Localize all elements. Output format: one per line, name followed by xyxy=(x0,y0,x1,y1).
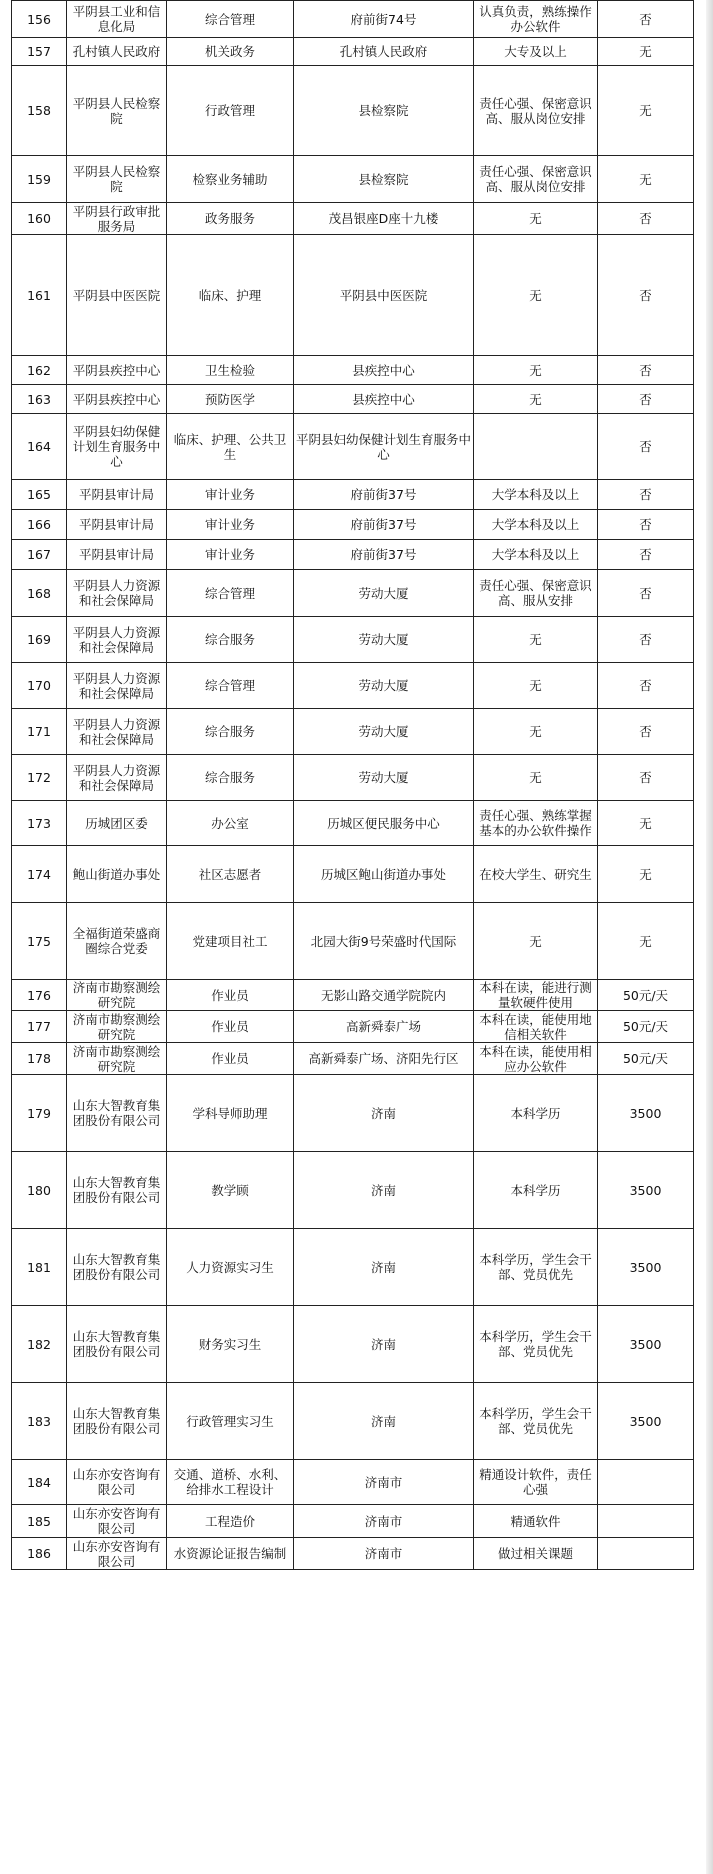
position-cell: 审计业务 xyxy=(167,480,294,510)
location-cell: 济南市 xyxy=(294,1538,474,1570)
requirement-cell: 大专及以上 xyxy=(474,38,598,66)
table-row xyxy=(12,356,694,385)
table-row xyxy=(12,1505,694,1538)
row-number-cell: 186 xyxy=(12,1538,67,1570)
location-cell: 济南 xyxy=(294,1152,474,1229)
organization-cell: 山东大智教育集团股份有限公司 xyxy=(67,1152,167,1229)
row-number-cell: 178 xyxy=(12,1043,67,1075)
table-row xyxy=(12,570,694,617)
table-row xyxy=(12,755,694,801)
organization-cell: 平阴县人力资源和社会保障局 xyxy=(67,709,167,755)
position-cell: 卫生检验 xyxy=(167,356,294,385)
table-row xyxy=(12,663,694,709)
organization-cell: 山东亦安咨询有限公司 xyxy=(67,1538,167,1570)
pay-cell: 否 xyxy=(598,755,694,801)
pay-cell: 否 xyxy=(598,480,694,510)
row-number-cell: 164 xyxy=(12,414,67,480)
row-number-cell: 159 xyxy=(12,156,67,203)
position-cell: 综合管理 xyxy=(167,1,294,38)
row-number-cell: 169 xyxy=(12,617,67,663)
table-row xyxy=(12,846,694,903)
requirement-cell: 无 xyxy=(474,617,598,663)
table-row xyxy=(12,203,694,235)
requirement-cell: 本科在读，能使用地信相关软件 xyxy=(474,1011,598,1043)
table-row xyxy=(12,1460,694,1505)
organization-cell: 山东大智教育集团股份有限公司 xyxy=(67,1075,167,1152)
organization-cell: 孔村镇人民政府 xyxy=(67,38,167,66)
row-number-cell: 168 xyxy=(12,570,67,617)
row-number-cell: 173 xyxy=(12,801,67,846)
position-cell: 学科导师助理 xyxy=(167,1075,294,1152)
position-cell: 水资源论证报告编制 xyxy=(167,1538,294,1570)
pay-cell: 无 xyxy=(598,156,694,203)
row-number-cell: 180 xyxy=(12,1152,67,1229)
pay-cell: 否 xyxy=(598,414,694,480)
table-row xyxy=(12,540,694,570)
organization-cell: 平阴县疾控中心 xyxy=(67,385,167,414)
pay-cell xyxy=(598,1460,694,1505)
organization-cell: 平阴县妇幼保健计划生育服务中心 xyxy=(67,414,167,480)
row-number-cell: 179 xyxy=(12,1075,67,1152)
requirement-cell: 责任心强、保密意识高、服从岗位安排 xyxy=(474,66,598,156)
page-edge-shadow xyxy=(706,0,713,1874)
position-cell: 综合服务 xyxy=(167,755,294,801)
table-row xyxy=(12,1152,694,1229)
row-number-cell: 177 xyxy=(12,1011,67,1043)
location-cell: 县疾控中心 xyxy=(294,356,474,385)
requirement-cell: 本科在读，能使用相应办公软件 xyxy=(474,1043,598,1075)
requirement-cell: 无 xyxy=(474,903,598,980)
location-cell: 济南 xyxy=(294,1306,474,1383)
requirement-cell: 大学本科及以上 xyxy=(474,510,598,540)
requirement-cell: 责任心强、保密意识高、服从安排 xyxy=(474,570,598,617)
organization-cell: 平阴县人民检察院 xyxy=(67,156,167,203)
location-cell: 孔村镇人民政府 xyxy=(294,38,474,66)
location-cell: 历城区鲍山街道办事处 xyxy=(294,846,474,903)
pay-cell: 无 xyxy=(598,38,694,66)
pay-cell: 无 xyxy=(598,846,694,903)
table-row xyxy=(12,1011,694,1043)
table-row xyxy=(12,617,694,663)
location-cell: 高新舜泰广场 xyxy=(294,1011,474,1043)
pay-cell: 否 xyxy=(598,1,694,38)
pay-cell: 50元/天 xyxy=(598,1011,694,1043)
organization-cell: 山东大智教育集团股份有限公司 xyxy=(67,1306,167,1383)
location-cell: 茂昌银座D座十九楼 xyxy=(294,203,474,235)
pay-cell: 否 xyxy=(598,540,694,570)
table-row xyxy=(12,1538,694,1570)
requirement-cell: 责任心强、保密意识高、服从岗位安排 xyxy=(474,156,598,203)
position-cell: 人力资源实习生 xyxy=(167,1229,294,1306)
internship-positions-table xyxy=(11,0,694,1570)
location-cell: 济南 xyxy=(294,1229,474,1306)
organization-cell: 平阴县工业和信息化局 xyxy=(67,1,167,38)
organization-cell: 平阴县审计局 xyxy=(67,540,167,570)
location-cell: 济南市 xyxy=(294,1505,474,1538)
requirement-cell: 大学本科及以上 xyxy=(474,540,598,570)
pay-cell: 3500 xyxy=(598,1229,694,1306)
organization-cell: 平阴县人民检察院 xyxy=(67,66,167,156)
location-cell: 府前街37号 xyxy=(294,540,474,570)
pay-cell: 否 xyxy=(598,617,694,663)
organization-cell: 山东大智教育集团股份有限公司 xyxy=(67,1383,167,1460)
table-row xyxy=(12,235,694,356)
pay-cell: 否 xyxy=(598,709,694,755)
organization-cell: 平阴县审计局 xyxy=(67,480,167,510)
pay-cell: 50元/天 xyxy=(598,1043,694,1075)
table-row xyxy=(12,801,694,846)
organization-cell: 平阴县人力资源和社会保障局 xyxy=(67,570,167,617)
location-cell: 历城区便民服务中心 xyxy=(294,801,474,846)
location-cell: 劳动大厦 xyxy=(294,709,474,755)
position-cell: 临床、护理 xyxy=(167,235,294,356)
row-number-cell: 175 xyxy=(12,903,67,980)
row-number-cell: 158 xyxy=(12,66,67,156)
row-number-cell: 166 xyxy=(12,510,67,540)
row-number-cell: 171 xyxy=(12,709,67,755)
requirement-cell: 无 xyxy=(474,709,598,755)
row-number-cell: 182 xyxy=(12,1306,67,1383)
position-cell: 审计业务 xyxy=(167,540,294,570)
location-cell: 济南 xyxy=(294,1075,474,1152)
location-cell: 劳动大厦 xyxy=(294,663,474,709)
table-row xyxy=(12,1229,694,1306)
position-cell: 财务实习生 xyxy=(167,1306,294,1383)
row-number-cell: 170 xyxy=(12,663,67,709)
pay-cell: 50元/天 xyxy=(598,980,694,1011)
pay-cell: 3500 xyxy=(598,1306,694,1383)
row-number-cell: 162 xyxy=(12,356,67,385)
pay-cell: 3500 xyxy=(598,1152,694,1229)
organization-cell: 山东亦安咨询有限公司 xyxy=(67,1460,167,1505)
table-row xyxy=(12,480,694,510)
requirement-cell: 做过相关课题 xyxy=(474,1538,598,1570)
organization-cell: 济南市勘察测绘研究院 xyxy=(67,1043,167,1075)
row-number-cell: 172 xyxy=(12,755,67,801)
position-cell: 作业员 xyxy=(167,1043,294,1075)
location-cell: 劳动大厦 xyxy=(294,617,474,663)
location-cell: 无影山路交通学院院内 xyxy=(294,980,474,1011)
pay-cell: 否 xyxy=(598,203,694,235)
organization-cell: 平阴县人力资源和社会保障局 xyxy=(67,663,167,709)
table-row xyxy=(12,903,694,980)
requirement-cell: 本科学历，学生会干部、党员优先 xyxy=(474,1306,598,1383)
row-number-cell: 156 xyxy=(12,1,67,38)
position-cell: 政务服务 xyxy=(167,203,294,235)
pay-cell: 3500 xyxy=(598,1383,694,1460)
position-cell: 临床、护理、公共卫生 xyxy=(167,414,294,480)
position-cell: 行政管理实习生 xyxy=(167,1383,294,1460)
location-cell: 济南 xyxy=(294,1383,474,1460)
requirement-cell: 无 xyxy=(474,755,598,801)
requirement-cell: 本科学历，学生会干部、党员优先 xyxy=(474,1229,598,1306)
position-cell: 交通、道桥、水利、给排水工程设计 xyxy=(167,1460,294,1505)
table-row xyxy=(12,980,694,1011)
requirement-cell: 精通设计软件，责任心强 xyxy=(474,1460,598,1505)
requirement-cell xyxy=(474,414,598,480)
position-cell: 教学顾 xyxy=(167,1152,294,1229)
requirement-cell: 精通软件 xyxy=(474,1505,598,1538)
table-row xyxy=(12,1383,694,1460)
pay-cell: 无 xyxy=(598,801,694,846)
table-row xyxy=(12,38,694,66)
position-cell: 作业员 xyxy=(167,980,294,1011)
organization-cell: 平阴县中医医院 xyxy=(67,235,167,356)
organization-cell: 平阴县审计局 xyxy=(67,510,167,540)
row-number-cell: 184 xyxy=(12,1460,67,1505)
position-cell: 综合服务 xyxy=(167,617,294,663)
location-cell: 劳动大厦 xyxy=(294,570,474,617)
row-number-cell: 185 xyxy=(12,1505,67,1538)
location-cell: 县疾控中心 xyxy=(294,385,474,414)
table-row xyxy=(12,510,694,540)
organization-cell: 平阴县疾控中心 xyxy=(67,356,167,385)
requirement-cell: 本科学历 xyxy=(474,1152,598,1229)
row-number-cell: 163 xyxy=(12,385,67,414)
pay-cell xyxy=(598,1538,694,1570)
position-cell: 工程造价 xyxy=(167,1505,294,1538)
position-cell: 检察业务辅助 xyxy=(167,156,294,203)
table-row xyxy=(12,66,694,156)
table-row xyxy=(12,709,694,755)
position-cell: 审计业务 xyxy=(167,510,294,540)
table-row xyxy=(12,1043,694,1075)
row-number-cell: 160 xyxy=(12,203,67,235)
requirement-cell: 在校大学生、研究生 xyxy=(474,846,598,903)
organization-cell: 山东亦安咨询有限公司 xyxy=(67,1505,167,1538)
position-cell: 行政管理 xyxy=(167,66,294,156)
row-number-cell: 174 xyxy=(12,846,67,903)
position-cell: 预防医学 xyxy=(167,385,294,414)
location-cell: 劳动大厦 xyxy=(294,755,474,801)
organization-cell: 历城团区委 xyxy=(67,801,167,846)
organization-cell: 平阴县行政审批服务局 xyxy=(67,203,167,235)
organization-cell: 平阴县人力资源和社会保障局 xyxy=(67,755,167,801)
row-number-cell: 181 xyxy=(12,1229,67,1306)
position-cell: 社区志愿者 xyxy=(167,846,294,903)
pay-cell: 无 xyxy=(598,903,694,980)
organization-cell: 平阴县人力资源和社会保障局 xyxy=(67,617,167,663)
organization-cell: 济南市勘察测绘研究院 xyxy=(67,980,167,1011)
location-cell: 县检察院 xyxy=(294,66,474,156)
location-cell: 府前街74号 xyxy=(294,1,474,38)
location-cell: 济南市 xyxy=(294,1460,474,1505)
position-cell: 综合管理 xyxy=(167,570,294,617)
row-number-cell: 161 xyxy=(12,235,67,356)
requirement-cell: 无 xyxy=(474,385,598,414)
row-number-cell: 167 xyxy=(12,540,67,570)
location-cell: 北园大街9号荣盛时代国际 xyxy=(294,903,474,980)
requirement-cell: 责任心强、熟练掌握基本的办公软件操作 xyxy=(474,801,598,846)
position-cell: 作业员 xyxy=(167,1011,294,1043)
pay-cell: 否 xyxy=(598,356,694,385)
position-cell: 办公室 xyxy=(167,801,294,846)
position-cell: 综合管理 xyxy=(167,663,294,709)
location-cell: 平阴县中医医院 xyxy=(294,235,474,356)
table-row xyxy=(12,385,694,414)
table-row xyxy=(12,1,694,38)
location-cell: 高新舜泰广场、济阳先行区 xyxy=(294,1043,474,1075)
pay-cell: 无 xyxy=(598,66,694,156)
organization-cell: 济南市勘察测绘研究院 xyxy=(67,1011,167,1043)
requirement-cell: 本科学历，学生会干部、党员优先 xyxy=(474,1383,598,1460)
organization-cell: 山东大智教育集团股份有限公司 xyxy=(67,1229,167,1306)
row-number-cell: 157 xyxy=(12,38,67,66)
table-row xyxy=(12,1075,694,1152)
position-cell: 党建项目社工 xyxy=(167,903,294,980)
location-cell: 平阴县妇幼保健计划生育服务中心 xyxy=(294,414,474,480)
table-row xyxy=(12,414,694,480)
pay-cell: 3500 xyxy=(598,1075,694,1152)
requirement-cell: 无 xyxy=(474,203,598,235)
requirement-cell: 本科学历 xyxy=(474,1075,598,1152)
row-number-cell: 165 xyxy=(12,480,67,510)
organization-cell: 全福街道荣盛商圈综合党委 xyxy=(67,903,167,980)
pay-cell: 否 xyxy=(598,235,694,356)
requirement-cell: 无 xyxy=(474,663,598,709)
row-number-cell: 176 xyxy=(12,980,67,1011)
requirement-cell: 本科在读，能进行测量软硬件使用 xyxy=(474,980,598,1011)
location-cell: 县检察院 xyxy=(294,156,474,203)
location-cell: 府前街37号 xyxy=(294,510,474,540)
table-row xyxy=(12,156,694,203)
location-cell: 府前街37号 xyxy=(294,480,474,510)
pay-cell: 否 xyxy=(598,510,694,540)
organization-cell: 鲍山街道办事处 xyxy=(67,846,167,903)
pay-cell: 否 xyxy=(598,570,694,617)
row-number-cell: 183 xyxy=(12,1383,67,1460)
pay-cell: 否 xyxy=(598,385,694,414)
requirement-cell: 无 xyxy=(474,235,598,356)
table-body xyxy=(12,1,694,1570)
requirement-cell: 无 xyxy=(474,356,598,385)
requirement-cell: 认真负责，熟练操作办公软件 xyxy=(474,1,598,38)
position-cell: 综合服务 xyxy=(167,709,294,755)
table-row xyxy=(12,1306,694,1383)
pay-cell: 否 xyxy=(598,663,694,709)
position-cell: 机关政务 xyxy=(167,38,294,66)
pay-cell xyxy=(598,1505,694,1538)
requirement-cell: 大学本科及以上 xyxy=(474,480,598,510)
